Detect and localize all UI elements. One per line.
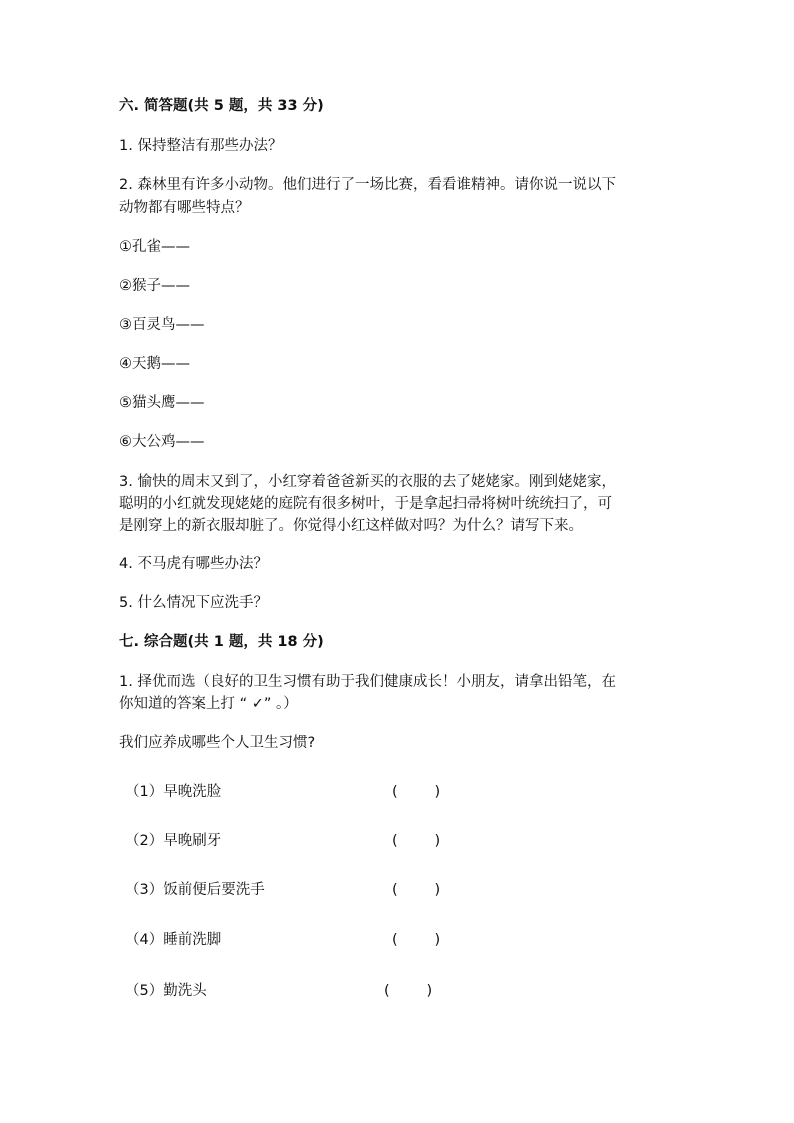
question-6-3-line-1: 3. 愉快的周末又到了，小红穿着爸爸新买的衣服的去了姥姥家。刚到姥姥家，	[119, 474, 616, 490]
option-label: （3）饭前便后要洗手	[125, 882, 265, 898]
question-6-2-line-1: 2. 森林里有许多小动物。他们进行了一场比赛，看看谁精神。请你说一说以下	[119, 177, 616, 193]
question-6-1: 1. 保持整洁有那些办法？	[119, 138, 283, 154]
option-label: （2）早晚刷牙	[125, 833, 222, 849]
answer-blank[interactable]: ( )	[384, 983, 433, 999]
question-7-1-line-2: 你知道的答案上打 “ ✓” 。）	[119, 696, 298, 712]
animal-item-rooster: ⑥大公鸡——	[119, 434, 205, 450]
animal-item-monkey: ②猴子——	[119, 278, 190, 294]
answer-blank[interactable]: ( )	[392, 932, 441, 948]
answer-blank[interactable]: ( )	[392, 784, 441, 800]
answer-blank[interactable]: ( )	[392, 833, 441, 849]
answer-blank[interactable]: ( )	[392, 882, 441, 898]
section-7-title: 七. 综合题(共 1 题，共 18 分)	[119, 634, 324, 650]
animal-item-owl: ⑤猫头鹰——	[119, 395, 205, 411]
hygiene-prompt: 我们应养成哪些个人卫生习惯?	[119, 735, 316, 751]
question-6-3-line-2: 聪明的小红就发现姥姥的庭院有很多树叶，于是拿起扫帚将树叶统统扫了，可	[119, 496, 612, 512]
question-6-3-line-3: 是刚穿上的新衣服却脏了。你觉得小红这样做对吗？为什么？请写下来。	[119, 518, 583, 534]
option-label: （4）睡前洗脚	[125, 932, 222, 948]
animal-item-swan: ④天鹅——	[119, 356, 190, 372]
question-6-4: 4. 不马虎有哪些办法？	[119, 556, 268, 572]
question-7-1-line-1: 1. 择优而选（良好的卫生习惯有助于我们健康成长！小朋友，请拿出铅笔，在	[119, 674, 616, 690]
animal-item-lark: ③百灵鸟——	[119, 317, 205, 333]
animal-item-peacock: ①孔雀——	[119, 239, 190, 255]
option-label: （5）勤洗头	[125, 983, 207, 999]
question-6-2-line-2: 动物都有哪些特点？	[119, 200, 250, 216]
question-6-5: 5. 什么情况下应洗手？	[119, 595, 268, 611]
section-6-title: 六. 简答题(共 5 题，共 33 分)	[119, 98, 324, 114]
option-label: （1）早晚洗脸	[125, 784, 222, 800]
